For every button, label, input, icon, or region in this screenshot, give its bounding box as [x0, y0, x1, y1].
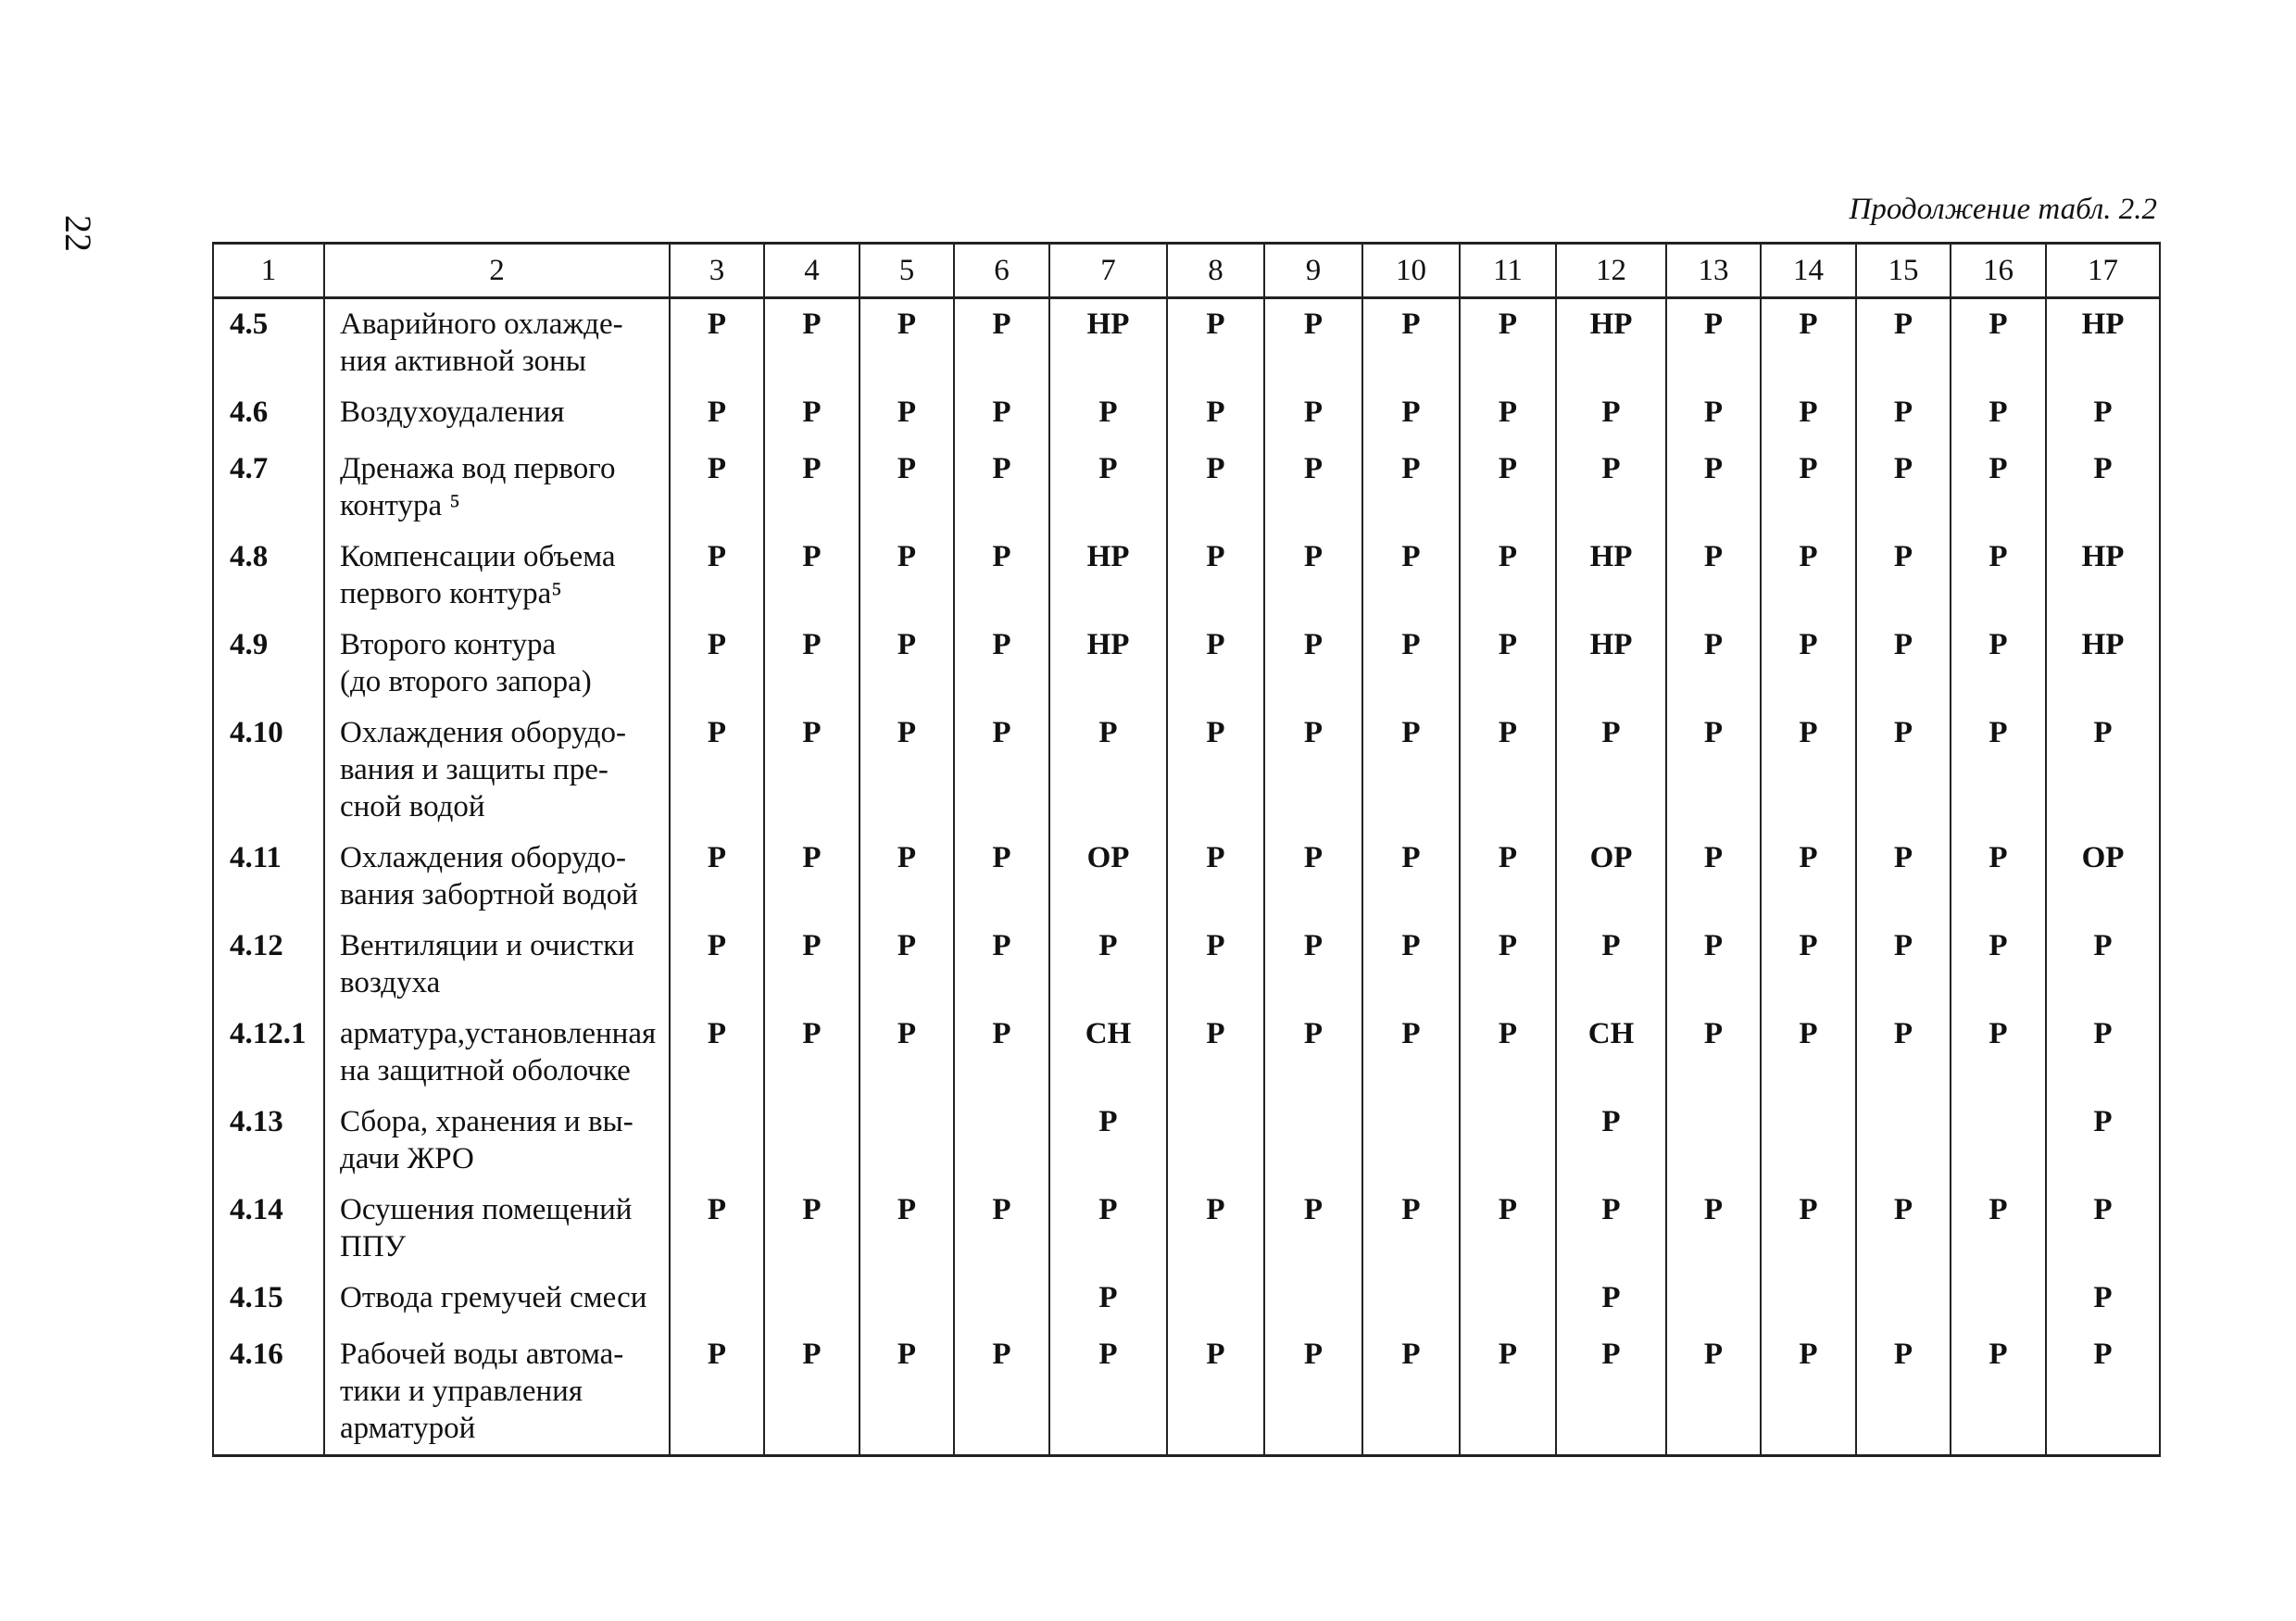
- cell-col-7: Р: [1049, 444, 1167, 532]
- system-name-line: на защитной оболочке: [340, 1054, 631, 1087]
- cell-col-14: Р: [1761, 1329, 1856, 1456]
- row-system-name: [324, 1273, 670, 1329]
- cell-col-17: Р: [2046, 1185, 2160, 1273]
- cell-col-7: Р: [1049, 1185, 1167, 1273]
- cell-col-3: Р: [670, 1329, 764, 1456]
- row-system-name: [324, 708, 670, 833]
- cell-col-5: Р: [859, 620, 954, 708]
- table-row: [213, 298, 2160, 388]
- cell-col-14: [1761, 1097, 1856, 1185]
- cell-col-16: [1951, 1097, 2046, 1185]
- cell-col-3: Р: [670, 833, 764, 921]
- cell-col-5: Р: [859, 387, 954, 444]
- cell-col-8: Р: [1167, 387, 1264, 444]
- system-name-line: (до второго запора): [340, 665, 592, 698]
- row-number: 4.10: [213, 708, 324, 833]
- cell-col-6: Р: [954, 708, 1049, 833]
- system-name-line: арматура,установленная: [340, 1017, 657, 1050]
- cell-col-16: [1951, 1273, 2046, 1329]
- cell-col-13: Р: [1666, 921, 1761, 1009]
- cell-col-5: [859, 1097, 954, 1185]
- cell-col-16: Р: [1951, 620, 2046, 708]
- cell-col-16: Р: [1951, 833, 2046, 921]
- column-header-3: 3: [670, 244, 764, 298]
- system-name-line: арматурой: [340, 1412, 476, 1445]
- cell-col-17: Р: [2046, 1273, 2160, 1329]
- cell-col-12: НР: [1556, 298, 1666, 388]
- cell-col-5: [859, 1273, 954, 1329]
- cell-col-3: Р: [670, 921, 764, 1009]
- row-number: 4.9: [213, 620, 324, 708]
- cell-col-9: [1264, 1273, 1362, 1329]
- column-header-17: 17: [2046, 244, 2160, 298]
- cell-col-8: [1167, 1273, 1264, 1329]
- cell-col-11: [1460, 1097, 1556, 1185]
- cell-col-10: Р: [1362, 532, 1460, 620]
- cell-col-7: Р: [1049, 387, 1167, 444]
- cell-col-13: Р: [1666, 708, 1761, 833]
- cell-col-13: Р: [1666, 1009, 1761, 1097]
- row-system-name: [324, 444, 670, 532]
- cell-col-15: Р: [1856, 298, 1951, 388]
- cell-col-13: Р: [1666, 620, 1761, 708]
- cell-col-7: Р: [1049, 1097, 1167, 1185]
- cell-col-3: [670, 1273, 764, 1329]
- cell-col-10: Р: [1362, 620, 1460, 708]
- cell-col-4: Р: [764, 708, 859, 833]
- cell-col-3: Р: [670, 298, 764, 388]
- cell-col-16: Р: [1951, 1329, 2046, 1456]
- cell-col-10: Р: [1362, 1329, 1460, 1456]
- row-number: 4.16: [213, 1329, 324, 1456]
- cell-col-6: Р: [954, 532, 1049, 620]
- cell-col-13: Р: [1666, 1185, 1761, 1273]
- cell-col-15: Р: [1856, 833, 1951, 921]
- cell-col-7: НР: [1049, 298, 1167, 388]
- cell-col-3: [670, 1097, 764, 1185]
- cell-col-3: Р: [670, 620, 764, 708]
- cell-col-3: Р: [670, 444, 764, 532]
- column-header-2: 2: [324, 244, 670, 298]
- cell-col-11: Р: [1460, 1185, 1556, 1273]
- cell-col-10: Р: [1362, 921, 1460, 1009]
- system-name-line: Осушения помещений: [340, 1193, 633, 1226]
- system-name-line: Отвода гремучей смеси: [340, 1281, 647, 1314]
- cell-col-8: Р: [1167, 532, 1264, 620]
- table-row: [213, 1009, 2160, 1097]
- cell-col-6: Р: [954, 298, 1049, 388]
- system-name-line: воздуха: [340, 966, 441, 999]
- cell-col-12: Р: [1556, 444, 1666, 532]
- cell-col-3: Р: [670, 1185, 764, 1273]
- cell-col-10: [1362, 1097, 1460, 1185]
- cell-col-14: Р: [1761, 833, 1856, 921]
- cell-col-13: Р: [1666, 444, 1761, 532]
- column-header-7: 7: [1049, 244, 1167, 298]
- cell-col-16: Р: [1951, 444, 2046, 532]
- system-name-line: Дренажа вод первого: [340, 452, 616, 485]
- table-row: [213, 1185, 2160, 1273]
- cell-col-9: Р: [1264, 532, 1362, 620]
- cell-col-7: ОР: [1049, 833, 1167, 921]
- cell-col-11: Р: [1460, 1009, 1556, 1097]
- cell-col-5: Р: [859, 1009, 954, 1097]
- cell-col-7: Р: [1049, 1273, 1167, 1329]
- cell-col-15: Р: [1856, 1185, 1951, 1273]
- row-system-name: [324, 833, 670, 921]
- cell-col-17: НР: [2046, 298, 2160, 388]
- row-number: 4.13: [213, 1097, 324, 1185]
- system-name-line: ния активной зоны: [340, 345, 586, 378]
- column-header-13: 13: [1666, 244, 1761, 298]
- cell-col-5: Р: [859, 298, 954, 388]
- cell-col-14: Р: [1761, 921, 1856, 1009]
- cell-col-10: Р: [1362, 1009, 1460, 1097]
- cell-col-10: Р: [1362, 298, 1460, 388]
- cell-col-16: Р: [1951, 708, 2046, 833]
- cell-col-10: Р: [1362, 387, 1460, 444]
- table-row: [213, 620, 2160, 708]
- cell-col-6: Р: [954, 1329, 1049, 1456]
- cell-col-13: Р: [1666, 387, 1761, 444]
- column-header-16: 16: [1951, 244, 2046, 298]
- cell-col-11: Р: [1460, 708, 1556, 833]
- cell-col-13: Р: [1666, 532, 1761, 620]
- column-header-1: 1: [213, 244, 324, 298]
- table-row: [213, 532, 2160, 620]
- row-system-name: [324, 1185, 670, 1273]
- system-name-line: первого контура⁵: [340, 577, 562, 610]
- cell-col-17: Р: [2046, 708, 2160, 833]
- cell-col-3: Р: [670, 708, 764, 833]
- cell-col-6: Р: [954, 620, 1049, 708]
- cell-col-3: Р: [670, 387, 764, 444]
- cell-col-4: Р: [764, 1329, 859, 1456]
- system-name-line: Рабочей воды автома-: [340, 1338, 624, 1371]
- cell-col-12: НР: [1556, 620, 1666, 708]
- cell-col-8: Р: [1167, 444, 1264, 532]
- cell-col-5: Р: [859, 921, 954, 1009]
- cell-col-10: Р: [1362, 1185, 1460, 1273]
- cell-col-17: Р: [2046, 444, 2160, 532]
- row-number: 4.7: [213, 444, 324, 532]
- cell-col-12: Р: [1556, 708, 1666, 833]
- cell-col-17: Р: [2046, 387, 2160, 444]
- cell-col-14: Р: [1761, 387, 1856, 444]
- row-number: 4.12.1: [213, 1009, 324, 1097]
- cell-col-14: Р: [1761, 444, 1856, 532]
- cell-col-11: Р: [1460, 620, 1556, 708]
- cell-col-8: [1167, 1097, 1264, 1185]
- cell-col-14: Р: [1761, 298, 1856, 388]
- row-system-name: [324, 387, 670, 444]
- cell-col-9: [1264, 1097, 1362, 1185]
- cell-col-13: [1666, 1273, 1761, 1329]
- cell-col-5: Р: [859, 444, 954, 532]
- cell-col-4: Р: [764, 532, 859, 620]
- row-number: 4.12: [213, 921, 324, 1009]
- cell-col-17: Р: [2046, 1329, 2160, 1456]
- cell-col-11: [1460, 1273, 1556, 1329]
- cell-col-17: ОР: [2046, 833, 2160, 921]
- cell-col-11: Р: [1460, 1329, 1556, 1456]
- page-number: 22: [57, 215, 99, 252]
- cell-col-10: [1362, 1273, 1460, 1329]
- column-header-5: 5: [859, 244, 954, 298]
- cell-col-12: Р: [1556, 1273, 1666, 1329]
- cell-col-8: Р: [1167, 1329, 1264, 1456]
- cell-col-17: Р: [2046, 921, 2160, 1009]
- cell-col-14: Р: [1761, 1009, 1856, 1097]
- column-header-12: 12: [1556, 244, 1666, 298]
- cell-col-9: Р: [1264, 620, 1362, 708]
- column-header-9: 9: [1264, 244, 1362, 298]
- row-number: 4.5: [213, 298, 324, 388]
- cell-col-4: Р: [764, 1009, 859, 1097]
- cell-col-6: [954, 1273, 1049, 1329]
- system-name-line: сной водой: [340, 790, 485, 823]
- cell-col-13: Р: [1666, 298, 1761, 388]
- system-name-line: Сбора, хранения и вы-: [340, 1105, 634, 1138]
- cell-col-10: Р: [1362, 708, 1460, 833]
- cell-col-4: Р: [764, 921, 859, 1009]
- cell-col-7: НР: [1049, 620, 1167, 708]
- cell-col-11: Р: [1460, 387, 1556, 444]
- cell-col-4: Р: [764, 298, 859, 388]
- cell-col-5: Р: [859, 532, 954, 620]
- cell-col-12: СН: [1556, 1009, 1666, 1097]
- cell-col-4: [764, 1097, 859, 1185]
- row-system-name: [324, 620, 670, 708]
- cell-col-15: Р: [1856, 532, 1951, 620]
- column-header-6: 6: [954, 244, 1049, 298]
- cell-col-3: Р: [670, 532, 764, 620]
- cell-col-16: Р: [1951, 298, 2046, 388]
- cell-col-14: Р: [1761, 620, 1856, 708]
- cell-col-14: [1761, 1273, 1856, 1329]
- table-row: [213, 1097, 2160, 1185]
- cell-col-9: Р: [1264, 1329, 1362, 1456]
- system-name-line: контура ⁵: [340, 489, 460, 522]
- cell-col-6: Р: [954, 1009, 1049, 1097]
- column-header-14: 14: [1761, 244, 1856, 298]
- cell-col-6: Р: [954, 921, 1049, 1009]
- row-number: 4.8: [213, 532, 324, 620]
- cell-col-5: Р: [859, 833, 954, 921]
- cell-col-8: Р: [1167, 708, 1264, 833]
- table-row: [213, 1329, 2160, 1456]
- cell-col-4: Р: [764, 387, 859, 444]
- table-body: [213, 244, 2160, 1456]
- cell-col-9: Р: [1264, 387, 1362, 444]
- cell-col-12: Р: [1556, 1329, 1666, 1456]
- cell-col-11: Р: [1460, 298, 1556, 388]
- table-row: [213, 921, 2160, 1009]
- column-header-10: 10: [1362, 244, 1460, 298]
- cell-col-11: Р: [1460, 921, 1556, 1009]
- table-row: [213, 708, 2160, 833]
- cell-col-4: [764, 1273, 859, 1329]
- row-system-name: [324, 1009, 670, 1097]
- cell-col-16: Р: [1951, 387, 2046, 444]
- cell-col-12: Р: [1556, 1097, 1666, 1185]
- requirements-table: [212, 242, 2161, 1457]
- cell-col-15: Р: [1856, 620, 1951, 708]
- cell-col-8: Р: [1167, 921, 1264, 1009]
- cell-col-8: Р: [1167, 1009, 1264, 1097]
- system-name-line: Охлаждения оборудо-: [340, 841, 626, 874]
- cell-col-16: Р: [1951, 1009, 2046, 1097]
- table-caption: Продолжение табл. 2.2: [1849, 193, 2157, 226]
- cell-col-16: Р: [1951, 1185, 2046, 1273]
- cell-col-11: Р: [1460, 444, 1556, 532]
- cell-col-6: Р: [954, 833, 1049, 921]
- cell-col-16: Р: [1951, 532, 2046, 620]
- cell-col-11: Р: [1460, 532, 1556, 620]
- column-header-4: 4: [764, 244, 859, 298]
- row-number: 4.6: [213, 387, 324, 444]
- cell-col-9: Р: [1264, 298, 1362, 388]
- cell-col-15: Р: [1856, 921, 1951, 1009]
- row-system-name: [324, 298, 670, 388]
- table-row: [213, 444, 2160, 532]
- cell-col-15: Р: [1856, 444, 1951, 532]
- cell-col-10: Р: [1362, 833, 1460, 921]
- cell-col-6: [954, 1097, 1049, 1185]
- row-number: 4.11: [213, 833, 324, 921]
- cell-col-15: [1856, 1273, 1951, 1329]
- cell-col-13: Р: [1666, 833, 1761, 921]
- cell-col-8: Р: [1167, 833, 1264, 921]
- row-system-name: [324, 532, 670, 620]
- column-header-11: 11: [1460, 244, 1556, 298]
- cell-col-14: Р: [1761, 532, 1856, 620]
- system-name-line: тики и управления: [340, 1375, 583, 1408]
- row-system-name: [324, 1329, 670, 1456]
- cell-col-14: Р: [1761, 1185, 1856, 1273]
- cell-col-5: Р: [859, 1185, 954, 1273]
- cell-col-14: Р: [1761, 708, 1856, 833]
- cell-col-7: НР: [1049, 532, 1167, 620]
- cell-col-13: Р: [1666, 1329, 1761, 1456]
- cell-col-12: ОР: [1556, 833, 1666, 921]
- cell-col-6: Р: [954, 1185, 1049, 1273]
- cell-col-15: Р: [1856, 387, 1951, 444]
- cell-col-7: Р: [1049, 1329, 1167, 1456]
- cell-col-8: Р: [1167, 298, 1264, 388]
- system-name-line: Вентиляции и очистки: [340, 929, 634, 962]
- cell-col-7: Р: [1049, 921, 1167, 1009]
- cell-col-15: Р: [1856, 1329, 1951, 1456]
- cell-col-6: Р: [954, 444, 1049, 532]
- system-name-line: Компенсации объема: [340, 540, 616, 573]
- cell-col-9: Р: [1264, 1009, 1362, 1097]
- table-row: [213, 833, 2160, 921]
- cell-col-4: Р: [764, 620, 859, 708]
- row-number: 4.15: [213, 1273, 324, 1329]
- cell-col-12: Р: [1556, 1185, 1666, 1273]
- row-system-name: [324, 921, 670, 1009]
- cell-col-12: НР: [1556, 532, 1666, 620]
- cell-col-15: Р: [1856, 708, 1951, 833]
- cell-col-15: [1856, 1097, 1951, 1185]
- system-name-line: Воздухоудаления: [340, 396, 565, 429]
- cell-col-17: НР: [2046, 532, 2160, 620]
- system-name-line: дачи ЖРО: [340, 1142, 474, 1175]
- system-name-line: ППУ: [340, 1230, 407, 1263]
- cell-col-7: Р: [1049, 708, 1167, 833]
- cell-col-9: Р: [1264, 1185, 1362, 1273]
- cell-col-12: Р: [1556, 387, 1666, 444]
- cell-col-9: Р: [1264, 708, 1362, 833]
- header-row: [213, 244, 2160, 298]
- system-name-line: Охлаждения оборудо-: [340, 716, 626, 749]
- cell-col-5: Р: [859, 1329, 954, 1456]
- cell-col-5: Р: [859, 708, 954, 833]
- column-header-8: 8: [1167, 244, 1264, 298]
- cell-col-10: Р: [1362, 444, 1460, 532]
- cell-col-4: Р: [764, 1185, 859, 1273]
- system-name-line: Аварийного охлажде-: [340, 308, 623, 341]
- table-row: [213, 387, 2160, 444]
- cell-col-4: Р: [764, 444, 859, 532]
- row-number: 4.14: [213, 1185, 324, 1273]
- system-name-line: вания забортной водой: [340, 878, 638, 911]
- cell-col-9: Р: [1264, 921, 1362, 1009]
- cell-col-11: Р: [1460, 833, 1556, 921]
- cell-col-15: Р: [1856, 1009, 1951, 1097]
- row-system-name: [324, 1097, 670, 1185]
- cell-col-17: НР: [2046, 620, 2160, 708]
- cell-col-9: Р: [1264, 444, 1362, 532]
- column-header-15: 15: [1856, 244, 1951, 298]
- cell-col-17: Р: [2046, 1009, 2160, 1097]
- cell-col-8: Р: [1167, 620, 1264, 708]
- cell-col-6: Р: [954, 387, 1049, 444]
- system-name-line: Второго контура: [340, 628, 557, 661]
- table-row: [213, 1273, 2160, 1329]
- cell-col-3: Р: [670, 1009, 764, 1097]
- cell-col-8: Р: [1167, 1185, 1264, 1273]
- cell-col-17: Р: [2046, 1097, 2160, 1185]
- cell-col-7: СН: [1049, 1009, 1167, 1097]
- cell-col-9: Р: [1264, 833, 1362, 921]
- system-name-line: вания и защиты пре-: [340, 753, 609, 786]
- cell-col-4: Р: [764, 833, 859, 921]
- cell-col-13: [1666, 1097, 1761, 1185]
- cell-col-16: Р: [1951, 921, 2046, 1009]
- cell-col-12: Р: [1556, 921, 1666, 1009]
